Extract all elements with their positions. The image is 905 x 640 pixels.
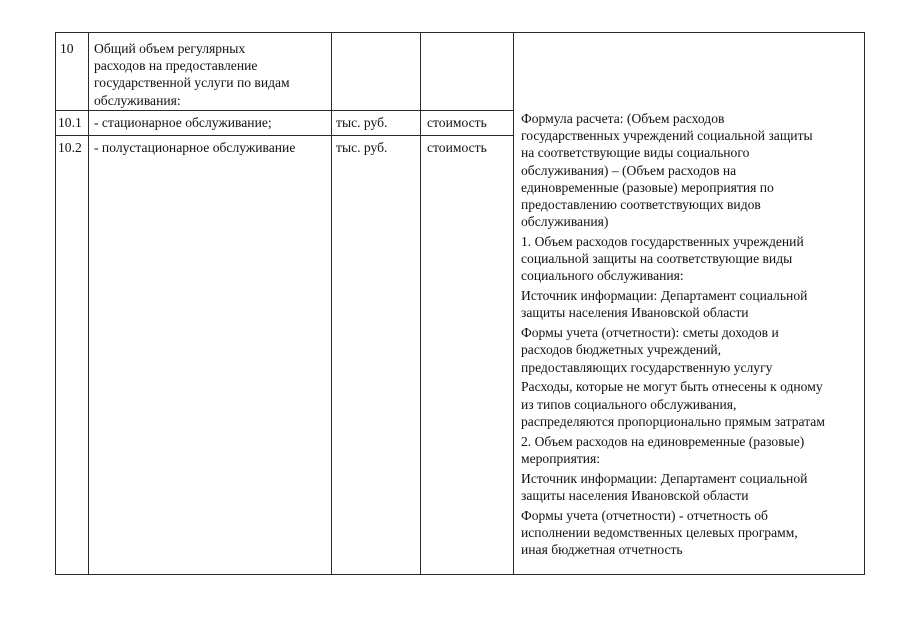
column-divider-name — [331, 32, 332, 575]
column-divider-indicator — [513, 32, 514, 575]
method-formula: Формула расчета: (Объем расходов государственных учреждений социальной защиты на соответствующие виды социального обслуживания) – (Объем расходов на единовременные (разовые) мероприятия по предоставлению соответствующих видов обслуживания) — [521, 111, 813, 230]
table-left-border — [55, 32, 56, 575]
column-divider-unit — [420, 32, 421, 575]
table-row-indicator: стоимость — [427, 140, 487, 155]
table-top-border — [55, 32, 865, 33]
table-bottom-border — [55, 574, 865, 575]
table-row-indicator: стоимость — [427, 115, 487, 130]
method-item-2-title: 2. Объем расходов на единовременные (разовые) мероприятия: — [521, 433, 805, 466]
row-divider-10-1 — [55, 135, 513, 136]
table-row-num: 10 — [60, 41, 74, 56]
table-row-num: 10.1 — [58, 115, 82, 130]
method-item-1-note: Расходы, которые не могут быть отнесены к одному из типов социального обслуживания, распределяются пропорционально прямым затратам — [521, 379, 825, 429]
table-row-name: - полустационарное обслуживание — [94, 140, 296, 155]
table-row-unit: тыс. руб. — [336, 140, 388, 155]
method-item-1-title: 1. Объем расходов государственных учреждений социальной защиты на соответствующие виды социального обслуживания: — [521, 234, 804, 284]
method-item-1-forms: Формы учета (отчетности): сметы доходов и расходов бюджетных учреждений, предоставляющих государственную услугу — [521, 325, 779, 375]
method-item-2-source: Источник информации: Департамент социальной защиты населения Ивановской области — [521, 470, 808, 503]
method-item-2-forms: Формы учета (отчетности) - отчетность об исполнении ведомственных целевых программ, иная бюджетная отчетность — [521, 507, 798, 558]
table-row-name: - стационарное обслуживание; — [94, 115, 272, 130]
calculation-method-cell — [521, 110, 866, 561]
column-divider-num — [88, 32, 89, 575]
table-row-num: 10.2 — [58, 140, 82, 155]
method-item-1-source: Источник информации: Департамент социальной защиты населения Ивановской области — [521, 288, 808, 321]
table-row-unit: тыс. руб. — [336, 115, 388, 130]
row-divider-10 — [55, 110, 513, 111]
table-row-name: Общий объем регулярных расходов на предоставление государственной услуги по видам обслуживания: — [94, 41, 290, 108]
